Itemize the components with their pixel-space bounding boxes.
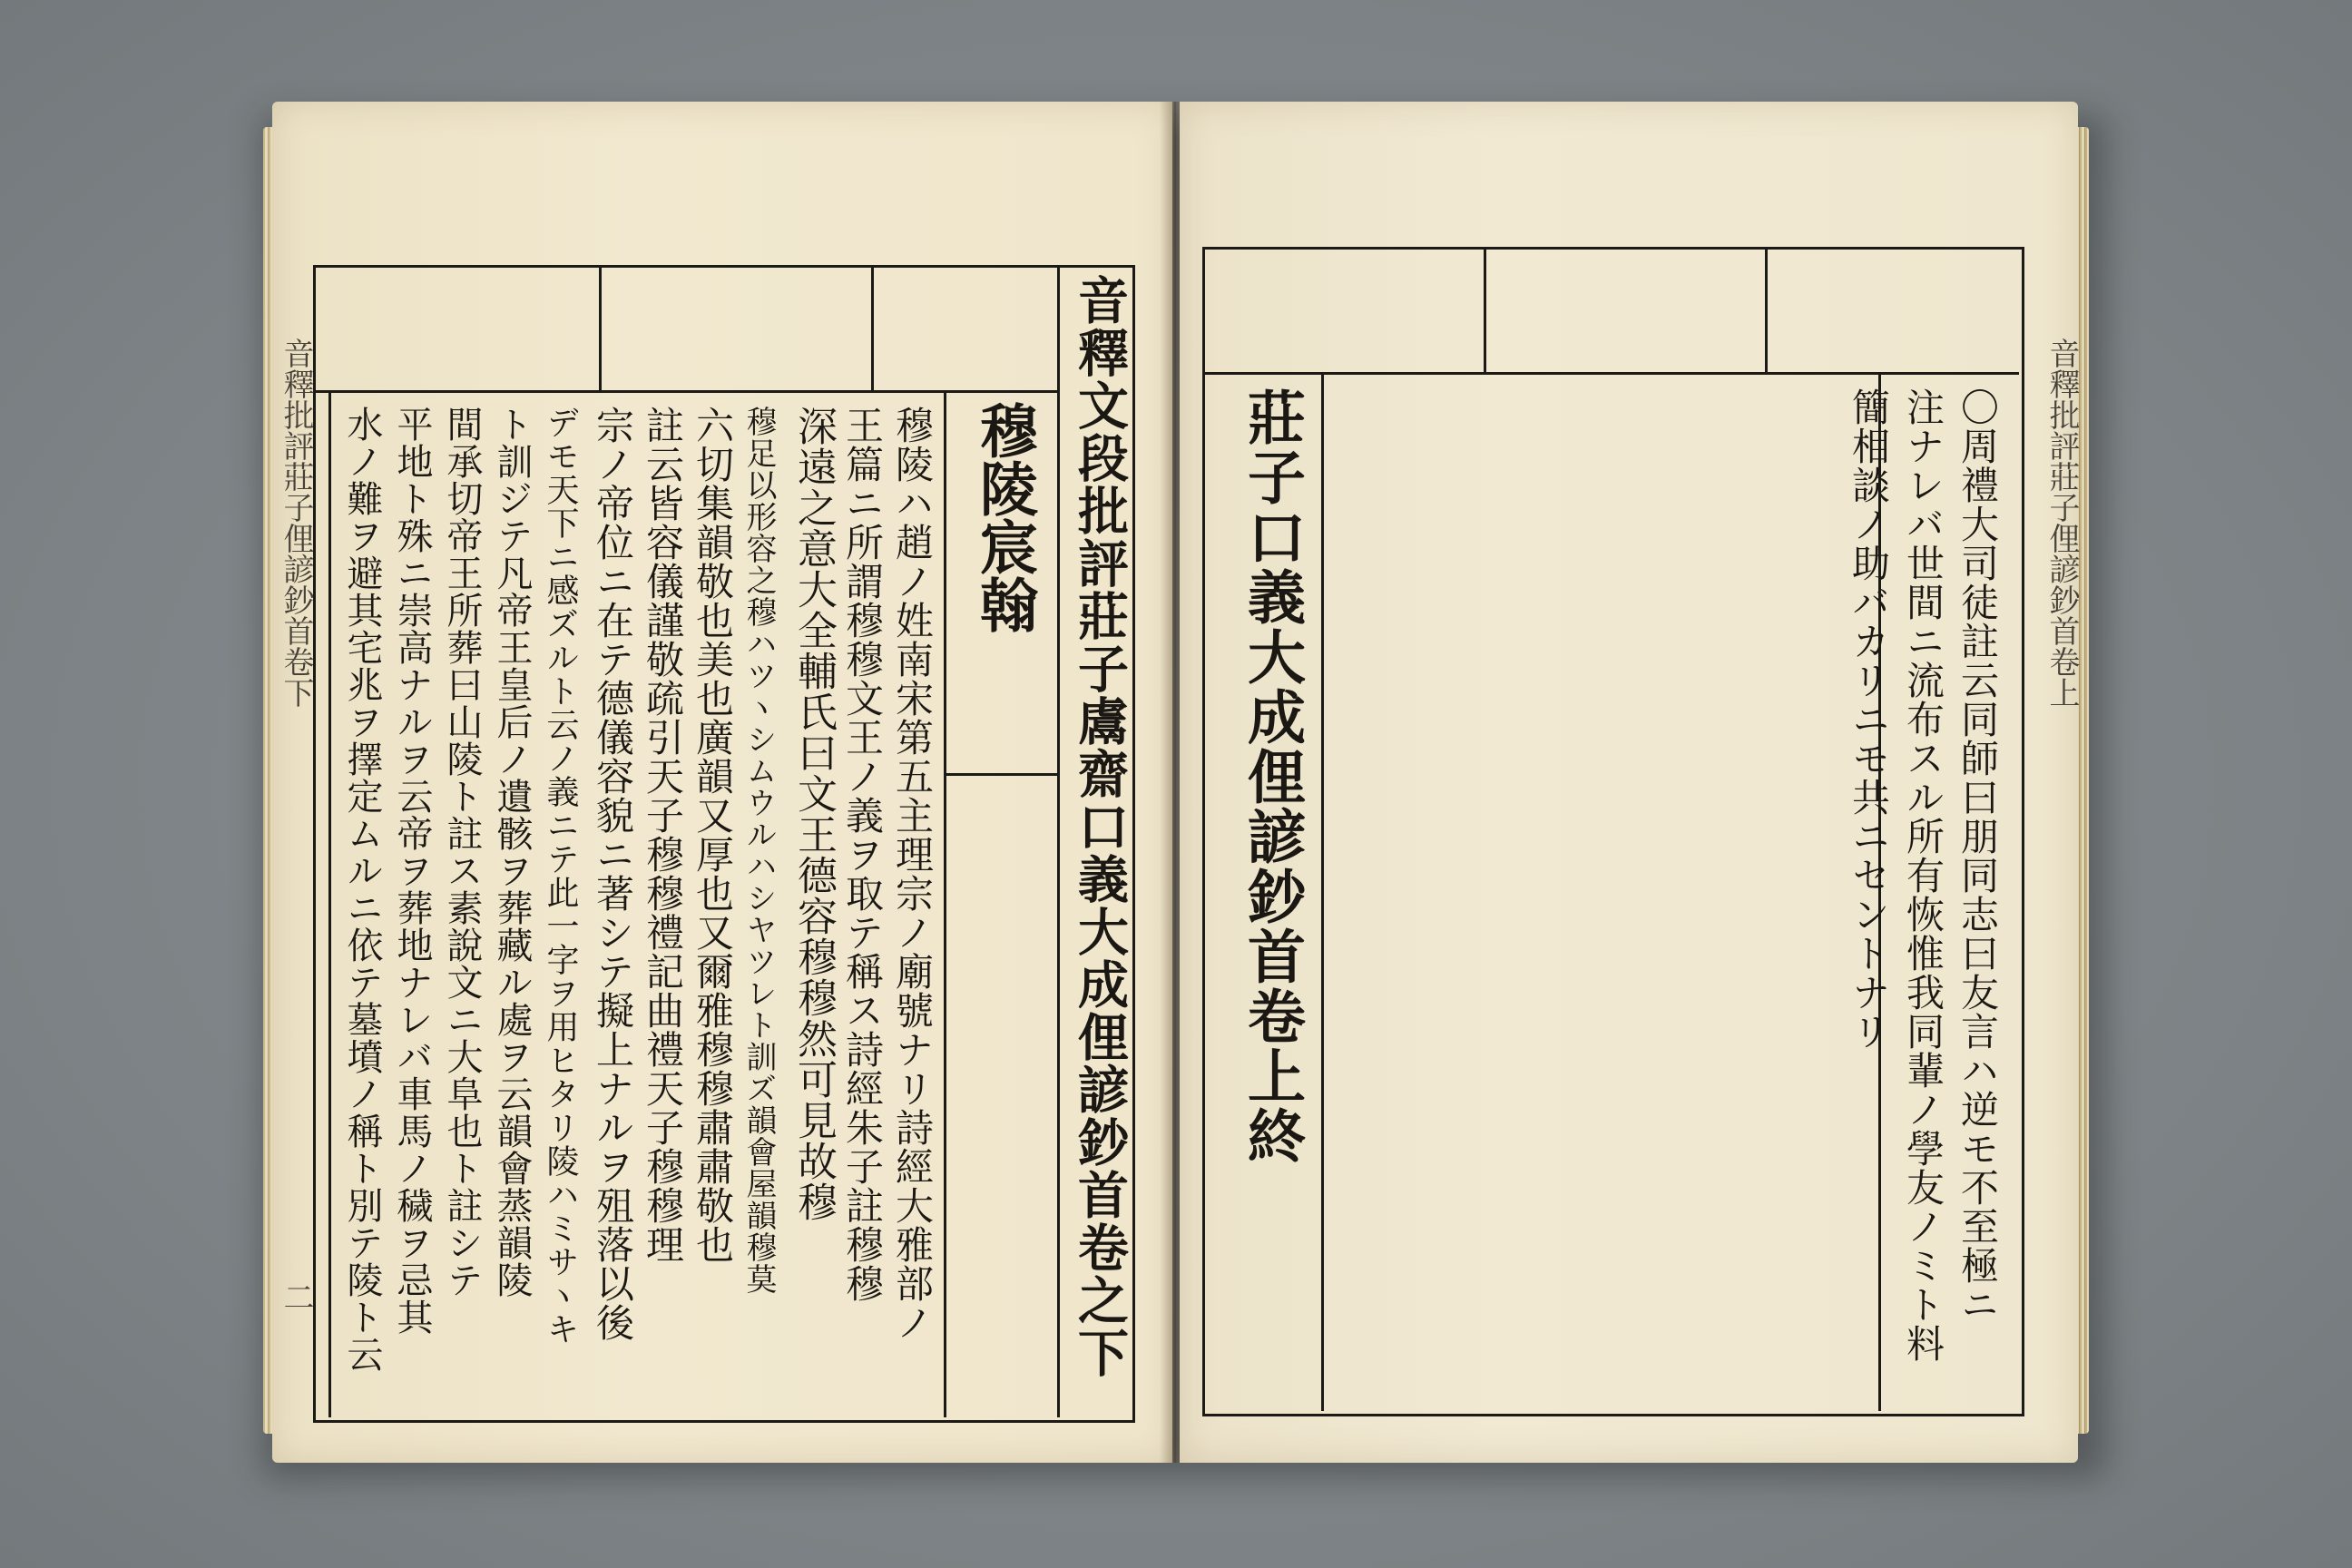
left-body-column-5: 六切集韻敬也美也廣韻又厚也又爾雅穆穆肅肅敬也	[691, 406, 735, 1264]
left-body-column-3: 深遠之意大全輔氏曰文王德容穆穆然可見故穆	[790, 406, 837, 1222]
right-body-column-3: 簡相談ノ助バカリニモ共ニセントナリ	[1847, 387, 1891, 1051]
left-header-divider-1	[599, 265, 602, 392]
left-body-column-1: 穆陵ハ趙ノ姓南宋第五主理宗ノ廟號ナリ詩經大雅部ノ	[890, 406, 935, 1342]
right-header-divider-1	[1484, 247, 1486, 374]
right-title-divider	[1321, 372, 1324, 1411]
book-title: 音釋文段批評莊子鬳齋口義大成俚諺鈔首卷之下	[1070, 274, 1130, 1379]
volume-end-title: 莊子口義大成俚諺鈔首卷上終	[1238, 387, 1306, 1166]
left-margin-page-number: 二	[278, 1281, 314, 1312]
right-margin-title: 音釋批評莊子俚諺鈔首卷上	[2043, 338, 2080, 708]
right-page	[1180, 102, 2078, 1463]
left-body-column-11: 平地ト殊ニ崇高ナルヲ云帝ヲ葬地ナレバ車馬ノ穢ヲ忌其	[391, 406, 433, 1336]
left-body-column-12: 水ノ難ヲ避其宅兆ヲ擇定ムルニ依テ墓墳ノ稱ト別テ陵ト云	[341, 406, 383, 1373]
left-body-column-6: 註云皆容儀謹敬疏引天子穆穆禮記曲禮天子穆穆理	[641, 406, 685, 1264]
left-body-column-7: 宗ノ帝位ニ在テ德儀容貌ニ著シテ擬上ナルヲ殂落以後	[591, 406, 635, 1342]
left-body-column-8: デモ天下ニ感ズルト云ノ義ニテ此一字ヲ用ヒタリ陵ハミサヽキ	[542, 406, 579, 1346]
right-body-column-1: 〇周禮大司徒註云同師曰朋同志曰友言ハ逆モ不至極ニ	[1955, 387, 2000, 1324]
left-body-column-9: ト訓ジテ凡帝王皇后ノ遺骸ヲ葬藏ル處ヲ云韻會蒸韻陵	[491, 406, 533, 1298]
right-body-column-2: 注ナレバ世間ニ流布スル所有恢惟我同輩ノ學友ノミト料	[1901, 387, 1945, 1363]
left-inner-margin	[328, 392, 331, 1417]
right-header-rule	[1202, 372, 2019, 375]
left-body-column-10: 間承切帝王所葬曰山陵ト註ス素說文ニ大阜也ト註シテ	[441, 406, 483, 1298]
left-subtitle-rule	[944, 773, 1060, 776]
right-header-divider-2	[1765, 247, 1768, 374]
left-body-column-2: 王篇ニ所謂穆穆文王ノ義ヲ取テ稱ス詩經朱子註穆穆	[840, 406, 885, 1303]
left-header-divider-2	[871, 265, 874, 392]
left-subtitle-divider	[944, 390, 946, 1417]
left-title-divider	[1057, 265, 1060, 1417]
left-margin-title: 音釋批評莊子俚諺鈔首卷下	[278, 338, 314, 708]
left-page	[272, 102, 1172, 1463]
left-body-column-4: 穆足以形容之穆ハツヽシムウルハシヤツレト訓ズ韻會屋韻穆莫	[740, 406, 777, 1295]
section-heading: 穆陵宸翰	[970, 401, 1038, 633]
